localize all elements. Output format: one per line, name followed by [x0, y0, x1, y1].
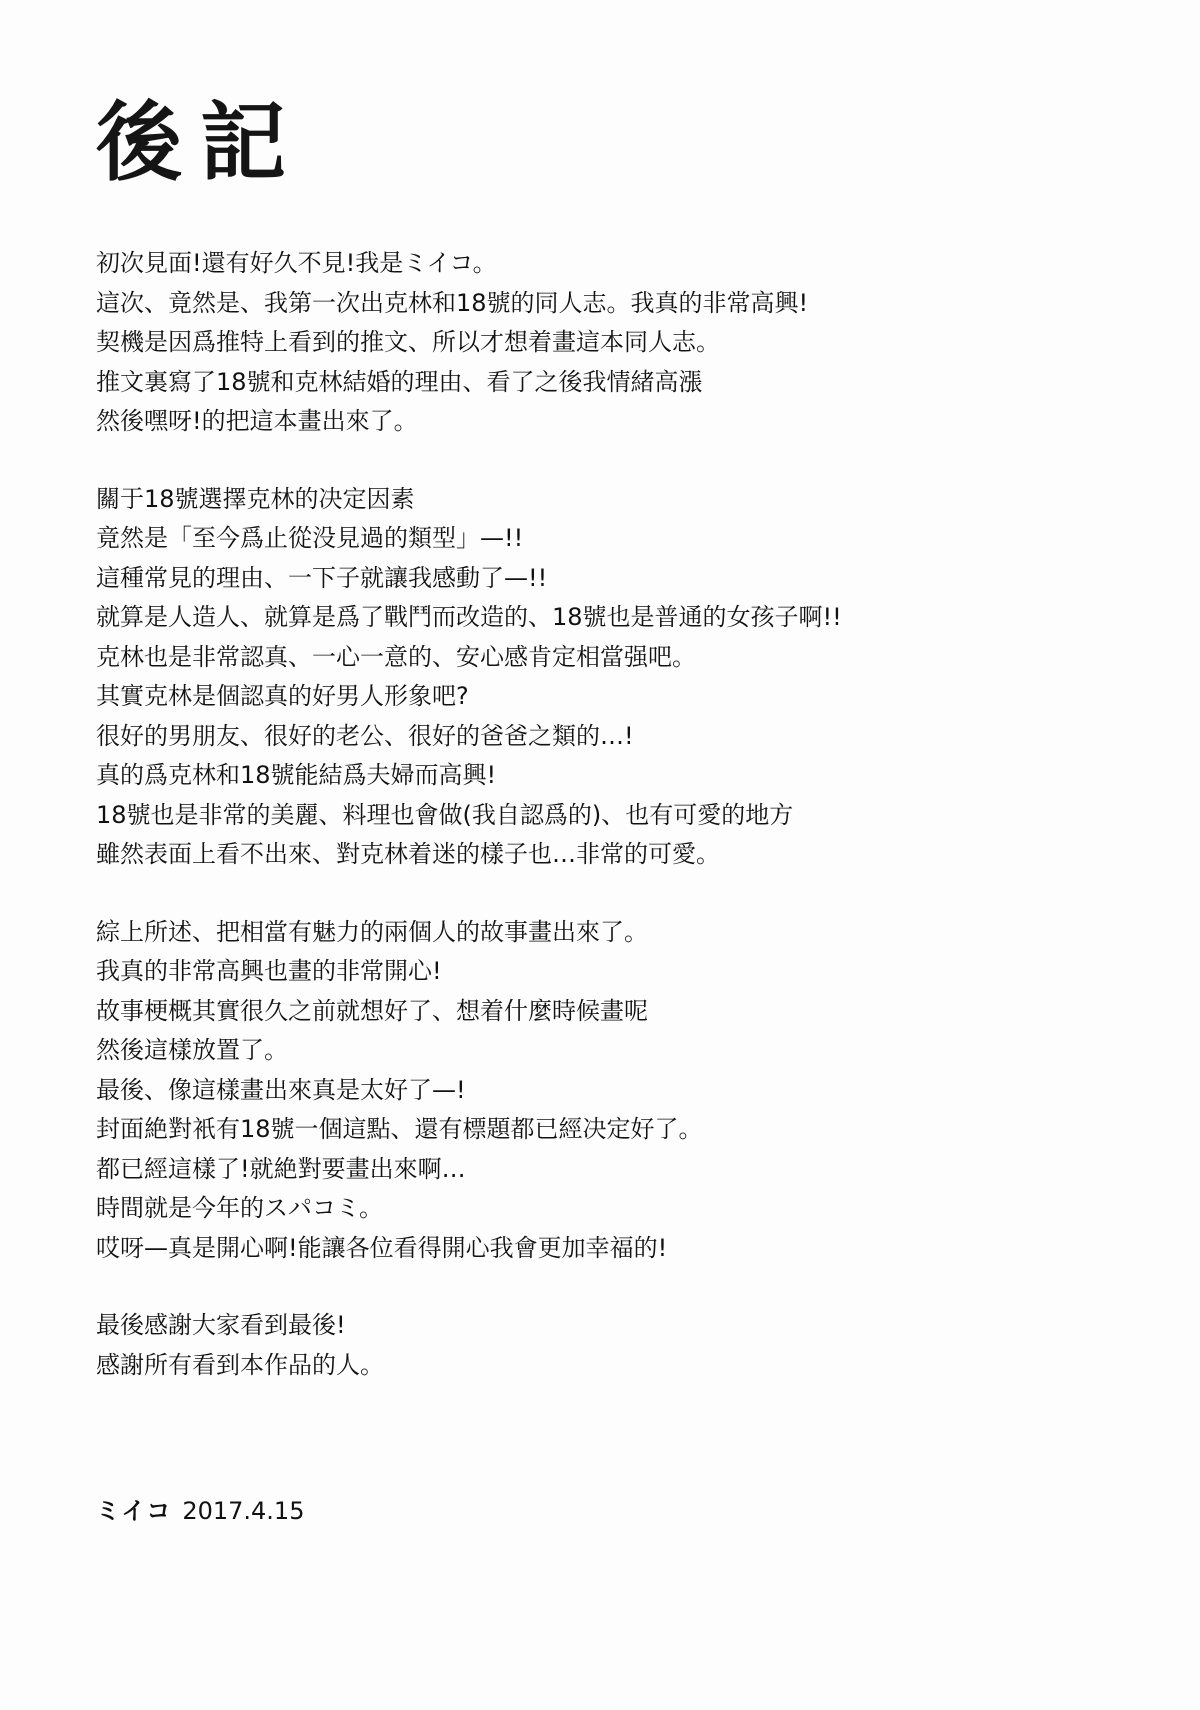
text-line: 竟然是「至今爲止從没見過的類型」—!! [96, 524, 524, 552]
text-line: 最後感謝大家看到最後! [96, 1311, 346, 1339]
paragraph-3 [96, 913, 1136, 1269]
text-line: 很好的男朋友、很好的老公、很好的爸爸之類的…! [96, 721, 634, 750]
text-line: 真的爲克林和18號能結爲夫婦而高興! [96, 761, 497, 789]
text-line: 綜上所述、把相當有魅力的兩個人的故事畫出來了。 [96, 917, 648, 946]
text-line: 哎呀—真是開心啊!能讓各位看得開心我會更加幸福的! [96, 1233, 668, 1262]
text-line: 克林也是非常認真、一心一意的、安心感肯定相當强吧。 [96, 642, 696, 671]
text-line: 關于18號選擇克林的决定因素 [96, 484, 415, 513]
paragraph-4 [96, 1306, 1136, 1385]
text-line: 18號也是非常的美麗、料理也會做(我自認爲的)、也有可愛的地方 [96, 800, 794, 829]
text-line: 契機是因爲推特上看到的推文、所以才想着畫這本同人志。 [96, 328, 720, 356]
paragraph-1 [96, 244, 1136, 442]
text-line: 時間就是今年的スパコミ。 [96, 1194, 384, 1222]
text-line: 最後、像這樣畫出來真是太好了—! [96, 1075, 466, 1104]
text-line: 這次、竟然是、我第一次出克林和18號的同人志。我真的非常高興! [96, 288, 809, 317]
text-line: 都已經這樣了!就絶對要畫出來啊… [96, 1154, 466, 1183]
page-title: 後記 [96, 93, 304, 193]
text-line: 然後這樣放置了。 [96, 1036, 288, 1064]
text-line: 感謝所有看到本作品的人。 [96, 1350, 384, 1379]
text-line: 故事梗概其實很久之前就想好了、想着什麼時候畫呢 [96, 996, 648, 1025]
signature-date: 2017.4.15 [182, 1497, 305, 1525]
author-name: ミイコ [96, 1497, 173, 1525]
text-line: 初次見面!還有好久不見!我是ミイコ。 [96, 249, 497, 277]
text-line: 推文裏寫了18號和克林結婚的理由、看了之後我情緒高漲 [96, 367, 703, 396]
text-line: 雖然表面上看不出來、對克林着迷的樣子也…非常的可愛。 [96, 840, 720, 868]
paragraph-2 [96, 480, 1136, 875]
text-line: 然後嘿呀!的把這本畫出來了。 [96, 407, 418, 435]
text-line: 這種常見的理由、一下子就讓我感動了—!! [96, 563, 548, 592]
text-line: 封面絶對衹有18號一個這點、還有標題都已經决定好了。 [96, 1115, 703, 1143]
text-line: 就算是人造人、就算是爲了戰鬥而改造的、18號也是普通的女孩子啊!! [96, 603, 842, 631]
text-line: 其實克林是個認真的好男人形象吧? [96, 682, 469, 710]
signature [96, 1492, 304, 1531]
text-line: 我真的非常高興也畫的非常開心! [96, 957, 442, 985]
afterword-body [96, 244, 1136, 1423]
